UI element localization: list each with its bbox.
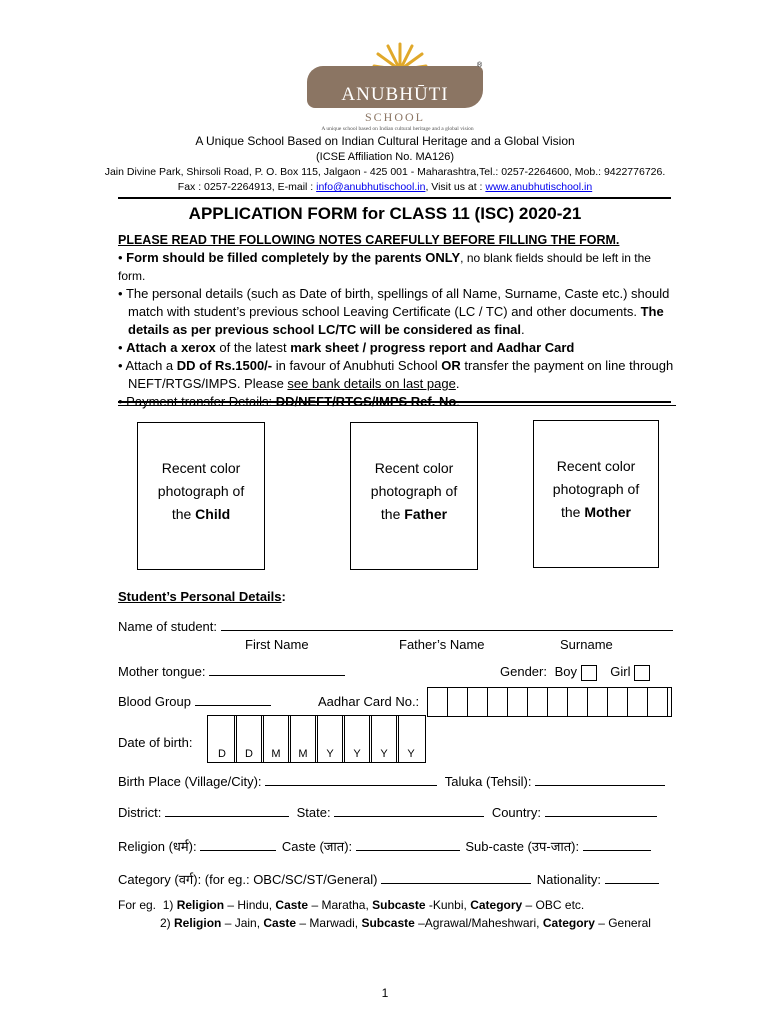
dob-cell[interactable]: D: [207, 715, 237, 763]
country-field[interactable]: [545, 804, 657, 817]
photo-box-father[interactable]: Recent color photograph of the Father: [350, 422, 478, 570]
dob-label: Date of birth:: [118, 735, 193, 750]
website-link[interactable]: www.anubhutischool.in: [485, 181, 593, 193]
boy-checkbox[interactable]: [581, 665, 597, 681]
photo-box-mother[interactable]: Recent color photograph of the Mother: [533, 420, 659, 568]
blood-group-row: [118, 693, 271, 711]
student-name-field[interactable]: [221, 618, 673, 631]
email-link[interactable]: info@anubhutischool.in: [316, 181, 426, 193]
dob-cell[interactable]: D: [234, 715, 264, 763]
girl-checkbox[interactable]: [634, 665, 650, 681]
mother-tongue-field[interactable]: [209, 663, 345, 676]
birth-place-field[interactable]: [265, 773, 437, 786]
logo-brand: ANUBHŪTI: [341, 84, 449, 105]
birth-place-label: Birth Place (Village/City):: [118, 774, 262, 789]
category-label: Category (वर्ग): (for eg.: OBC/SC/ST/General): [118, 872, 378, 887]
caste-label: Caste (जात):: [281, 839, 353, 854]
surname-caption: Surname: [560, 637, 613, 652]
dob-cell[interactable]: Y: [315, 715, 345, 763]
notes-divider-thin: [118, 405, 671, 406]
affiliation: (ICSE Affiliation No. MA126): [316, 151, 454, 163]
logo-sub: SCHOOL: [364, 110, 425, 124]
note-4-cont: NEFT/RTGS/IMPS. Please see bank details on last page.: [128, 376, 460, 391]
taluka-field[interactable]: [535, 773, 665, 786]
notes: [118, 231, 678, 411]
header-divider: [118, 197, 671, 199]
note-5: • Payment transfer Details: DD/NEFT/RTGS/IMPS Ref. No.: [118, 393, 678, 411]
name-label: Name of student:: [118, 619, 217, 634]
logo-mark: ®: [477, 62, 483, 69]
example-1: For eg. 1) Religion – Hindu, Caste – Maratha, Subcaste -Kunbi, Category – OBC etc.: [118, 898, 585, 912]
mother-tongue-row: [118, 663, 345, 681]
logo-tagline: A unique school based on Indian cultural heritage and a global vision: [321, 126, 474, 132]
dob-cell[interactable]: Y: [342, 715, 372, 763]
religion-field[interactable]: [200, 838, 276, 851]
contact-line: [0, 181, 770, 193]
taluka-label: Taluka (Tehsil):: [444, 774, 532, 789]
note-2: • The personal details (such as Date of birth, spellings of all Name, Surname, Caste etc.) should: [118, 286, 670, 301]
district-field[interactable]: [165, 804, 289, 817]
dob-cell[interactable]: Y: [369, 715, 399, 763]
country-label: Country:: [491, 805, 541, 820]
religion-label: Religion (धर्म):: [118, 839, 197, 854]
caste-field[interactable]: [356, 838, 460, 851]
district-label: District:: [118, 805, 162, 820]
nationality-label: Nationality:: [536, 872, 602, 887]
aadhar-label: Aadhar Card No.:: [318, 694, 420, 709]
fax-text: Fax : 0257-2264913, E-mail :: [177, 181, 317, 193]
dob-cell[interactable]: M: [288, 715, 318, 763]
note-3: • Attach a xerox of the latest mark sheet / progress report and Aadhar Card: [118, 340, 575, 355]
boy-label: Boy: [554, 664, 578, 679]
visit-text: , Visit us at :: [425, 181, 486, 193]
first-name-caption: First Name: [245, 637, 309, 652]
state-field[interactable]: [334, 804, 484, 817]
girl-label: Girl: [610, 664, 631, 679]
page-number: 1: [381, 986, 389, 1000]
subcaste-label: Sub-caste (उप-जात):: [465, 839, 580, 854]
blood-group-label: Blood Group: [118, 694, 191, 709]
photo-box-child[interactable]: Recent color photograph of the Child: [137, 422, 265, 570]
dob-cell[interactable]: M: [261, 715, 291, 763]
personal-heading: Student’s Personal Details:: [118, 589, 286, 604]
religion-row: [118, 838, 651, 856]
birth-place-row: [118, 773, 665, 791]
father-name-caption: Father’s Name: [399, 637, 485, 652]
gender-label: Gender:: [500, 664, 547, 679]
example-2: 2) Religion – Jain, Caste – Marwadi, Subcaste –Agrawal/Maheshwari, Category – General: [160, 916, 651, 930]
aadhar-cells[interactable]: [427, 687, 672, 717]
mother-tongue-label: Mother tongue:: [118, 664, 206, 679]
note-2-final: details as per previous school LC/TC will be considered as final.: [128, 322, 525, 337]
note-2-cont: match with student’s previous school Leaving Certificate (LC / TC) and other documents. The: [128, 304, 664, 319]
note-1: • Form should be filled completely by the parents ONLY, no blank fields should be left in the form.: [118, 250, 651, 283]
example-block: [118, 896, 651, 932]
address: Jain Divine Park, Shirsoli Road, P. O. Box 115, Jalgaon - 425 001 - Maharashtra,Tel.: 0257-2264600, Mob.: 9422776726.: [104, 166, 666, 178]
gender-row: [500, 663, 650, 681]
bank-details-link[interactable]: see bank details on last page: [287, 376, 456, 391]
subcaste-field[interactable]: [583, 838, 651, 851]
name-row: [118, 618, 673, 636]
dob-cell[interactable]: Y: [396, 715, 426, 763]
category-field[interactable]: [381, 871, 531, 884]
school-logo: [305, 40, 490, 135]
notes-divider: [118, 401, 671, 403]
blood-group-field[interactable]: [195, 693, 271, 706]
nationality-field[interactable]: [605, 871, 659, 884]
school-subtitle: A Unique School Based on Indian Cultural Heritage and a Global Vision: [195, 134, 575, 148]
notes-heading: PLEASE READ THE FOLLOWING NOTES CAREFULLY BEFORE FILLING THE FORM.: [118, 233, 620, 247]
dob-cells[interactable]: [207, 715, 424, 761]
note-4: • Attach a DD of Rs.1500/- in favour of Anubhuti School OR transfer the payment on line through: [118, 358, 674, 373]
district-row: [118, 804, 657, 822]
state-label: State:: [296, 805, 331, 820]
form-title: APPLICATION FORM for CLASS 11 (ISC) 2020-21: [188, 204, 582, 223]
category-row: [118, 871, 659, 889]
